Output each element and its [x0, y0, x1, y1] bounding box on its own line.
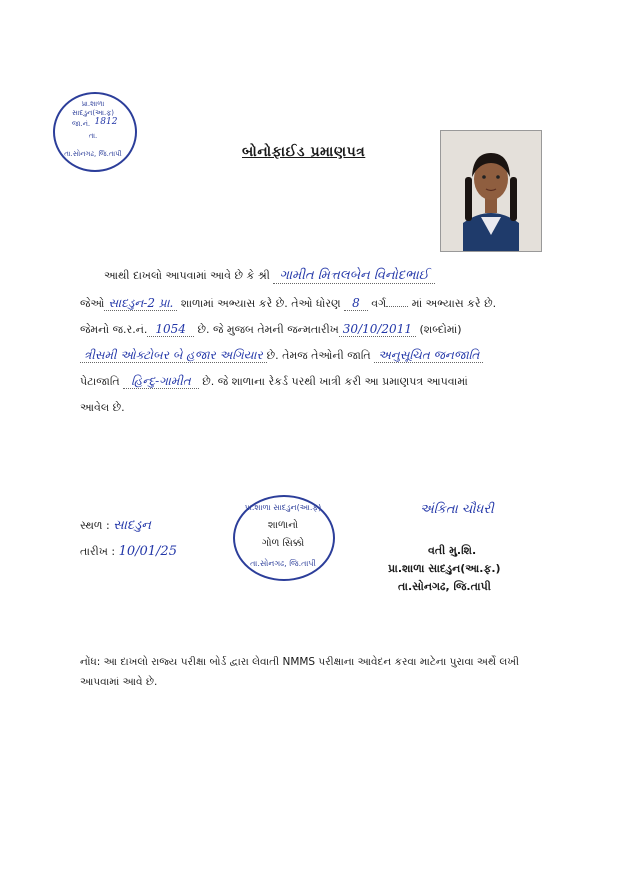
caste-value: અનુસૂચિત જનજાતિ	[374, 348, 483, 363]
subcaste-label: પેટાજાતિ	[80, 375, 120, 388]
regno-value: 1054	[147, 322, 194, 337]
seal-ring-text: પ્રા.શાળા સાદડુન(આ.ફ)	[244, 503, 322, 512]
footer-note: નોંધ: આ દાખલો રાજ્ય પરીક્ષા બોર્ડ દ્વારા લેવાતી NMMS પરીક્ષાના આવેદન કરવા માટેના પુરાવા અર્થે લખી આપવામાં આવે છે.	[80, 656, 519, 688]
signatory-line1: વતી મુ.શિ.	[428, 544, 477, 557]
stamp-top-line4: તા.સોનગઢ, જિ.તાપી	[64, 150, 122, 158]
school-round-seal	[233, 495, 335, 581]
seal-center-line2: ગોળ સિક્કો	[261, 538, 305, 549]
closing-text: આવેલ છે.	[80, 401, 125, 414]
body-line-3	[80, 322, 462, 337]
division-value	[386, 306, 408, 307]
date-row	[80, 544, 177, 559]
caste-text: છે. તેમજ તેઓની જાતિ	[266, 349, 371, 362]
principal-signature: અંકિતા ચૌધરી	[420, 502, 494, 517]
subcaste-value: હિન્દુ-ગામીત	[123, 374, 199, 389]
dob-words-value: ત્રીસમી ઓક્ટોબર બે હજાર અગિયાર	[80, 348, 267, 363]
student-photo	[440, 130, 542, 252]
dob-text: છે. જે મુજબ તેમની જન્મતારીખ	[197, 323, 339, 336]
jeo-text: જેઓ	[80, 297, 105, 310]
dob-value: 30/10/2011	[339, 322, 416, 337]
stamp-top-number: 1812	[94, 117, 118, 127]
study-suffix: માં અભ્યાસ કરે છે.	[411, 297, 497, 310]
body-line-1	[104, 268, 435, 283]
date-value: 10/01/25	[118, 544, 177, 559]
intro-text: આથી દાખલો આપવામાં આવે છે કે શ્રી	[104, 269, 270, 282]
date-label: તારીખ :	[80, 545, 116, 558]
seal-center-line1: શાળાનો	[267, 520, 299, 531]
body-line-5	[80, 374, 468, 389]
certificate-title: બોનોફાઈડ પ્રમાણપત્ર	[242, 144, 366, 160]
division-label: વર્ગ	[371, 297, 387, 310]
body-line-4	[80, 348, 483, 363]
stamp-top-line1: પ્રા.શાળા સાદડુન(આ.ફ)	[72, 100, 114, 117]
signatory-line2: પ્રા.શાળા સાદડુન(આ.ફ.)	[388, 562, 501, 575]
place-label: સ્થળ :	[80, 519, 110, 532]
regno-label: જેમનો જ.ર.નં.	[80, 323, 148, 336]
standard-value: 8	[344, 296, 368, 311]
student-name-value: ગામીત મિત્તલબેન વિનોદભાઈ	[273, 268, 434, 284]
stamp-top-line3: તા.	[88, 132, 98, 140]
signatory-line3: તા.સોનગઢ, જિ.તાપી	[398, 580, 491, 593]
place-row	[80, 518, 151, 533]
record-text: છે. જે શાળાના રેકર્ડ પરથી ખાત્રી કરી આ પ્રમાણપત્ર આપવામાં	[202, 375, 468, 388]
stamp-top-line2: જા.નં.	[71, 120, 91, 128]
school-name-value: સાદડુન-2 પ્રા.	[104, 296, 177, 311]
in-words-label: (શબ્દોમાં)	[419, 323, 462, 336]
school-stamp-top	[53, 92, 137, 172]
signatory-block	[388, 542, 501, 596]
study-text: શાળામાં અભ્યાસ કરે છે. તેઓ ધોરણ	[180, 297, 341, 310]
body-line-2	[80, 296, 496, 311]
place-value: સાદડુન	[113, 518, 151, 533]
body-line-6	[80, 401, 125, 415]
seal-bottom-text: તા.સોનગઢ, જિ.તાપી	[250, 559, 316, 568]
